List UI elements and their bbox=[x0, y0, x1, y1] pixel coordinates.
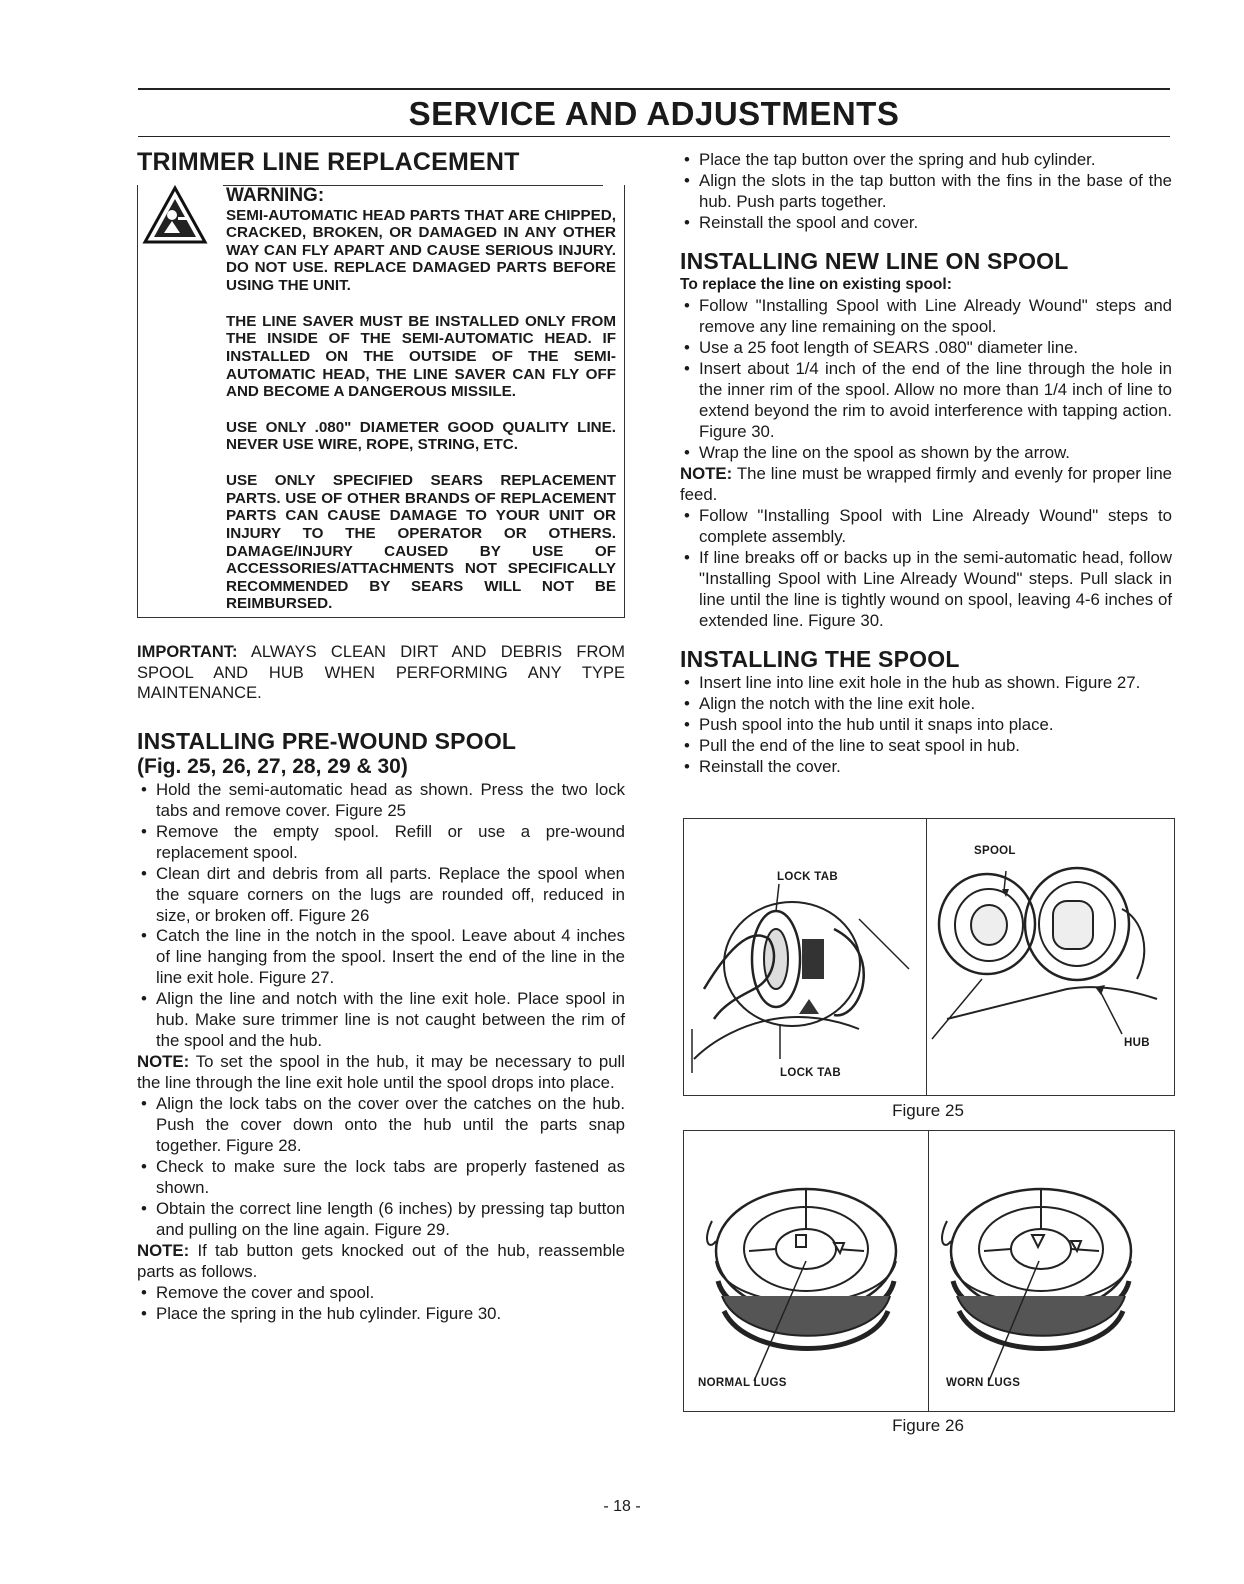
list-item: • Push spool into the hub until it snaps into place. bbox=[680, 715, 1172, 736]
right-top-list bbox=[680, 150, 1172, 234]
list-item: • Remove the empty spool. Refill or use a pre-wound replacement spool. bbox=[137, 822, 625, 864]
list-item: • Follow "Installing Spool with Line Already Wound" steps to complete assembly. bbox=[680, 506, 1172, 548]
list-item: • Align the line and notch with the line exit hole. Place spool in hub. Make sure trimmer line is not caught between the rim of the spool and the hub. bbox=[137, 989, 625, 1052]
list-item: • Obtain the correct line length (6 inches) by pressing tap button and pulling on the line again. Figure 29. bbox=[137, 1199, 625, 1241]
new-line-list-b bbox=[680, 506, 1172, 632]
list-item: • Pull the end of the line to seat spool in hub. bbox=[680, 736, 1172, 757]
right-column bbox=[680, 150, 1172, 777]
warning-paragraph: USE ONLY SPECIFIED SEARS REPLACEMENT PARTS. USE OF OTHER BRANDS OF REPLACEMENT PARTS CAN CAUSE DAMAGE TO YOUR UNIT OR INJURY TO THE OPERATOR OR OTHERS. DAMAGE/INJURY CAUSED BY USE OF ACCESSORIES/ATTACHMENTS NOT SPECIFICALLY RECOMMENDED BY SEARS WILL NOT BE REIMBURSED. bbox=[226, 472, 616, 613]
spool-hub-illustration bbox=[927, 819, 1173, 1095]
figure-label-worn-lugs: WORN LUGS bbox=[946, 1377, 1021, 1389]
list-item: • Align the slots in the tap button with the fins in the base of the hub. Push parts together. bbox=[680, 171, 1172, 213]
title-rule bbox=[138, 136, 1170, 137]
install-spool-list bbox=[680, 673, 1172, 778]
figure-label-normal-lugs: NORMAL LUGS bbox=[698, 1377, 787, 1389]
note-label: NOTE: bbox=[137, 1052, 190, 1072]
note bbox=[137, 1241, 625, 1283]
note-text: To set the spool in the hub, it may be necessary to pull the line through the line exit hole until the spool drops into place. bbox=[137, 1052, 626, 1093]
important-note bbox=[137, 642, 625, 704]
figure-26-caption: Figure 26 bbox=[892, 1416, 964, 1435]
note bbox=[680, 464, 1172, 506]
note-text: If tab button gets knocked out of the hub, reassemble parts as follows. bbox=[137, 1241, 625, 1282]
figure-label-spool: SPOOL bbox=[974, 845, 1016, 857]
warning-triangle-icon bbox=[142, 185, 208, 245]
prewound-heading: INSTALLING PRE-WOUND SPOOL bbox=[137, 727, 517, 754]
list-item: • Follow "Installing Spool with Line Already Wound" steps and remove any line remaining on the spool. bbox=[680, 296, 1172, 338]
figure-label-lock-tab-top: LOCK TAB bbox=[777, 871, 838, 883]
lock-tab-illustration bbox=[684, 819, 926, 1095]
list-item: • Use a 25 foot length of SEARS .080" diameter line. bbox=[680, 338, 1172, 359]
important-label: IMPORTANT: bbox=[137, 643, 238, 662]
list-item: • Check to make sure the lock tabs are properly fastened as shown. bbox=[137, 1157, 625, 1199]
list-item: • Align the lock tabs on the cover over the catches on the hub. Push the cover down onto the hub until the parts snap together. Figure 28. bbox=[137, 1094, 625, 1157]
list-item: • Wrap the line on the spool as shown by the arrow. bbox=[680, 443, 1172, 464]
figure-25-caption: Figure 25 bbox=[892, 1101, 964, 1120]
note-label: NOTE: bbox=[680, 464, 733, 484]
prewound-subheading: (Fig. 25, 26, 27, 28, 29 & 30) bbox=[137, 755, 408, 779]
new-line-list-a bbox=[680, 296, 1172, 464]
list-item: • Hold the semi-automatic head as shown. Press the two lock tabs and remove cover. Figure 25 bbox=[137, 780, 625, 822]
list-item: • Remove the cover and spool. bbox=[137, 1283, 625, 1304]
list-item: • Place the tap button over the spring and hub cylinder. bbox=[680, 150, 1172, 171]
prewound-list-b bbox=[137, 1094, 625, 1241]
list-item: • Insert line into line exit hole in the hub as shown. Figure 27. bbox=[680, 673, 1172, 694]
list-item: • Reinstall the spool and cover. bbox=[680, 213, 1172, 234]
left-column bbox=[137, 148, 625, 1325]
normal-lugs-illustration bbox=[684, 1131, 928, 1411]
warning-paragraph: SEMI-AUTOMATIC HEAD PARTS THAT ARE CHIPPED, CRACKED, BROKEN, OR DAMAGED IN ANY OTHER WAY CAN FLY APART AND CAUSE SERIOUS INJURY. DO NOT USE. REPLACE DAMAGED PARTS BEFORE USING THE UNIT. bbox=[226, 206, 616, 295]
trimmer-heading: TRIMMER LINE REPLACEMENT bbox=[137, 148, 520, 176]
list-item: • Clean dirt and debris from all parts. Replace the spool when the square corners on the lugs are rounded off, reduced in size, or broken off. Figure 26 bbox=[137, 864, 625, 927]
note-label: NOTE: bbox=[137, 1241, 190, 1261]
warning-box bbox=[137, 185, 625, 618]
warning-title: WARNING: bbox=[226, 184, 325, 206]
page-number: - 18 - bbox=[603, 1498, 641, 1515]
note bbox=[137, 1052, 625, 1094]
prewound-list-c bbox=[137, 1283, 625, 1325]
figure-label-hub: HUB bbox=[1124, 1037, 1150, 1049]
list-item: • Insert about 1/4 inch of the end of the line through the hole in the inner rim of the spool. Allow no more than 1/4 inch of line to extend beyond the rim to avoid interference with tapping action. Figure 30. bbox=[680, 359, 1172, 443]
list-item: • If line breaks off or backs up in the semi-automatic head, follow "Installing Spool with Line Already Wound" steps. Pull slack in line until the line is tightly wound on spool, leaving 4-6 inches of extended line. Figure 30. bbox=[680, 548, 1172, 632]
worn-lugs-illustration bbox=[929, 1131, 1173, 1411]
prewound-list-a bbox=[137, 780, 625, 1053]
figure-25 bbox=[683, 818, 1175, 1096]
note-text: The line must be wrapped firmly and evenly for proper line feed. bbox=[680, 464, 1172, 505]
top-rule bbox=[138, 88, 1170, 90]
new-line-heading: INSTALLING NEW LINE ON SPOOL bbox=[680, 247, 1069, 274]
page-title: SERVICE AND ADJUSTMENTS bbox=[408, 95, 900, 132]
list-item: • Catch the line in the notch in the spool. Leave about 4 inches of line hanging from the spool. Insert the end of the line in the line exit hole. Figure 27. bbox=[137, 926, 625, 989]
list-item: • Align the notch with the line exit hole. bbox=[680, 694, 1172, 715]
figure-26 bbox=[683, 1130, 1175, 1412]
new-line-subheading: To replace the line on existing spool: bbox=[680, 276, 952, 294]
warning-paragraph: USE ONLY .080" DIAMETER GOOD QUALITY LINE. NEVER USE WIRE, ROPE, STRING, ETC. bbox=[226, 418, 616, 454]
list-item: • Reinstall the cover. bbox=[680, 757, 1172, 778]
figure-label-lock-tab-bottom: LOCK TAB bbox=[780, 1067, 841, 1079]
install-spool-heading: INSTALLING THE SPOOL bbox=[680, 646, 960, 673]
warning-paragraph: THE LINE SAVER MUST BE INSTALLED ONLY FROM THE INSIDE OF THE SEMI-AUTOMATIC HEAD. IF INSTALLED ON THE OUTSIDE OF THE SEMI-AUTOMATIC HEAD, THE LINE SAVER CAN FLY OFF AND BECOME A DANGEROUS MISSILE. bbox=[226, 312, 616, 401]
important-text: ALWAYS CLEAN DIRT AND DEBRIS FROM SPOOL AND HUB WHEN PERFORMING ANY TYPE MAINTENANCE. bbox=[137, 643, 625, 703]
list-item: • Place the spring in the hub cylinder. Figure 30. bbox=[137, 1304, 625, 1325]
